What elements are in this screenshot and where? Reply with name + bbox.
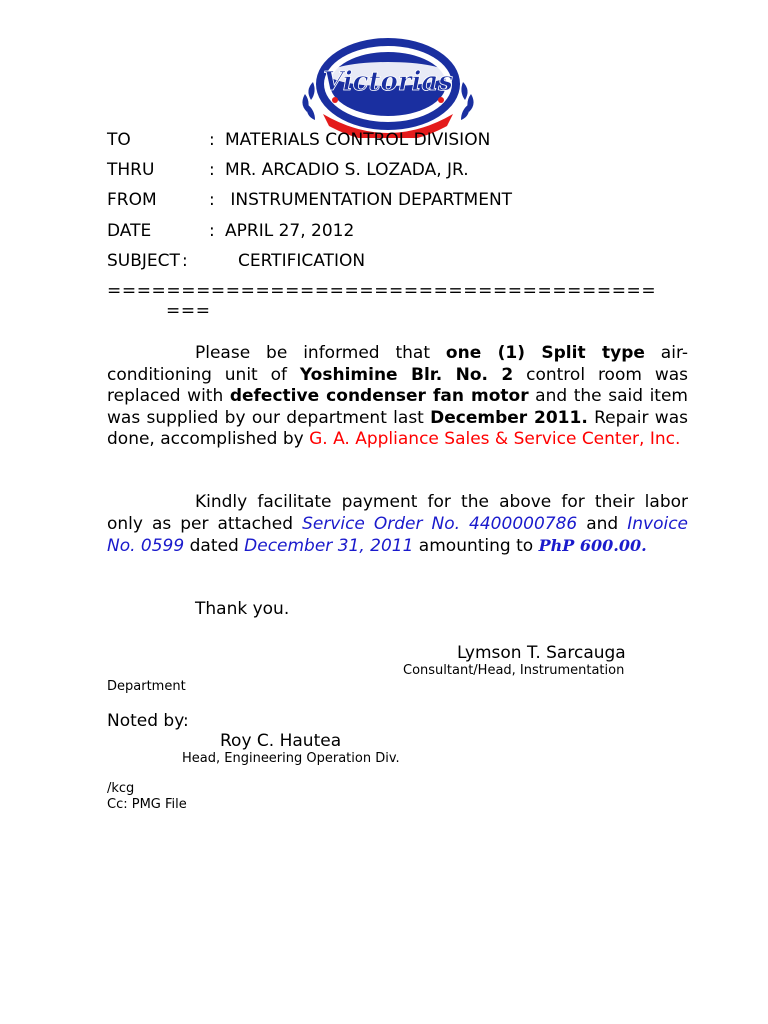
amount: PhP 600.00.	[538, 536, 647, 555]
body-paragraph-1: Please be informed that one (1) Split type air-conditioning unit of Yoshimine Blr. No. 2 control room was replaced with defective condenser fan motor and the said item was supplied by our department last December 2011. Repair was done, accomplished by G. A. Appliance Sales & Service Center, Inc.	[107, 343, 688, 449]
cc-line: Cc: PMG File	[107, 797, 187, 812]
header-label-from: FROM	[107, 190, 157, 210]
contractor-name: G. A. Appliance Sales & Service Center, Inc.	[309, 429, 681, 449]
header-value-subject: CERTIFICATION	[238, 251, 366, 271]
header-colon: :	[209, 190, 215, 210]
signatory-2-name: Roy C. Hautea	[220, 731, 342, 751]
separator-line: =====================================	[107, 281, 657, 301]
invoice-ref: Invoice No. 0599	[107, 513, 689, 556]
signatory-1-name: Lymson T. Sarcauga	[457, 643, 626, 663]
signatory-1-title-wrap: Department	[107, 679, 186, 694]
body-paragraph-2: Kindly facilitate payment for the above for their labor only as per attached Service Order No. 4400000786 and Invoice No. 0599 dated December 31, 2011 amounting to PhP 600.00.	[107, 492, 689, 556]
header-colon: :	[182, 251, 188, 271]
separator-line-wrap: ===	[166, 301, 211, 321]
header-value-thru: MR. ARCADIO S. LOZADA, JR.	[225, 160, 469, 180]
header-label-to: TO	[107, 130, 131, 150]
logo-text: Victorias	[323, 67, 453, 97]
header-value-to: MATERIALS CONTROL DIVISION	[225, 130, 491, 150]
closing-text: Thank you.	[195, 599, 290, 619]
signatory-1-title: Consultant/Head, Instrumentation	[403, 663, 625, 678]
service-order-ref: Service Order No. 4400000786	[302, 513, 578, 534]
header-value-date: APRIL 27, 2012	[225, 221, 355, 241]
signatory-2-title: Head, Engineering Operation Div.	[182, 751, 400, 766]
header-label-subject: SUBJECT	[107, 251, 180, 271]
header-colon: :	[209, 130, 215, 150]
header-value-from: INSTRUMENTATION DEPARTMENT	[225, 190, 513, 210]
victorias-logo	[301, 30, 475, 138]
invoice-date: December 31, 2011	[244, 536, 414, 556]
typist-initials: /kcg	[107, 781, 135, 796]
header-colon: :	[209, 221, 215, 241]
header-label-thru: THRU	[107, 160, 155, 180]
header-colon: :	[209, 160, 215, 180]
header-label-date: DATE	[107, 221, 152, 241]
noted-by-label: Noted by:	[107, 711, 189, 731]
